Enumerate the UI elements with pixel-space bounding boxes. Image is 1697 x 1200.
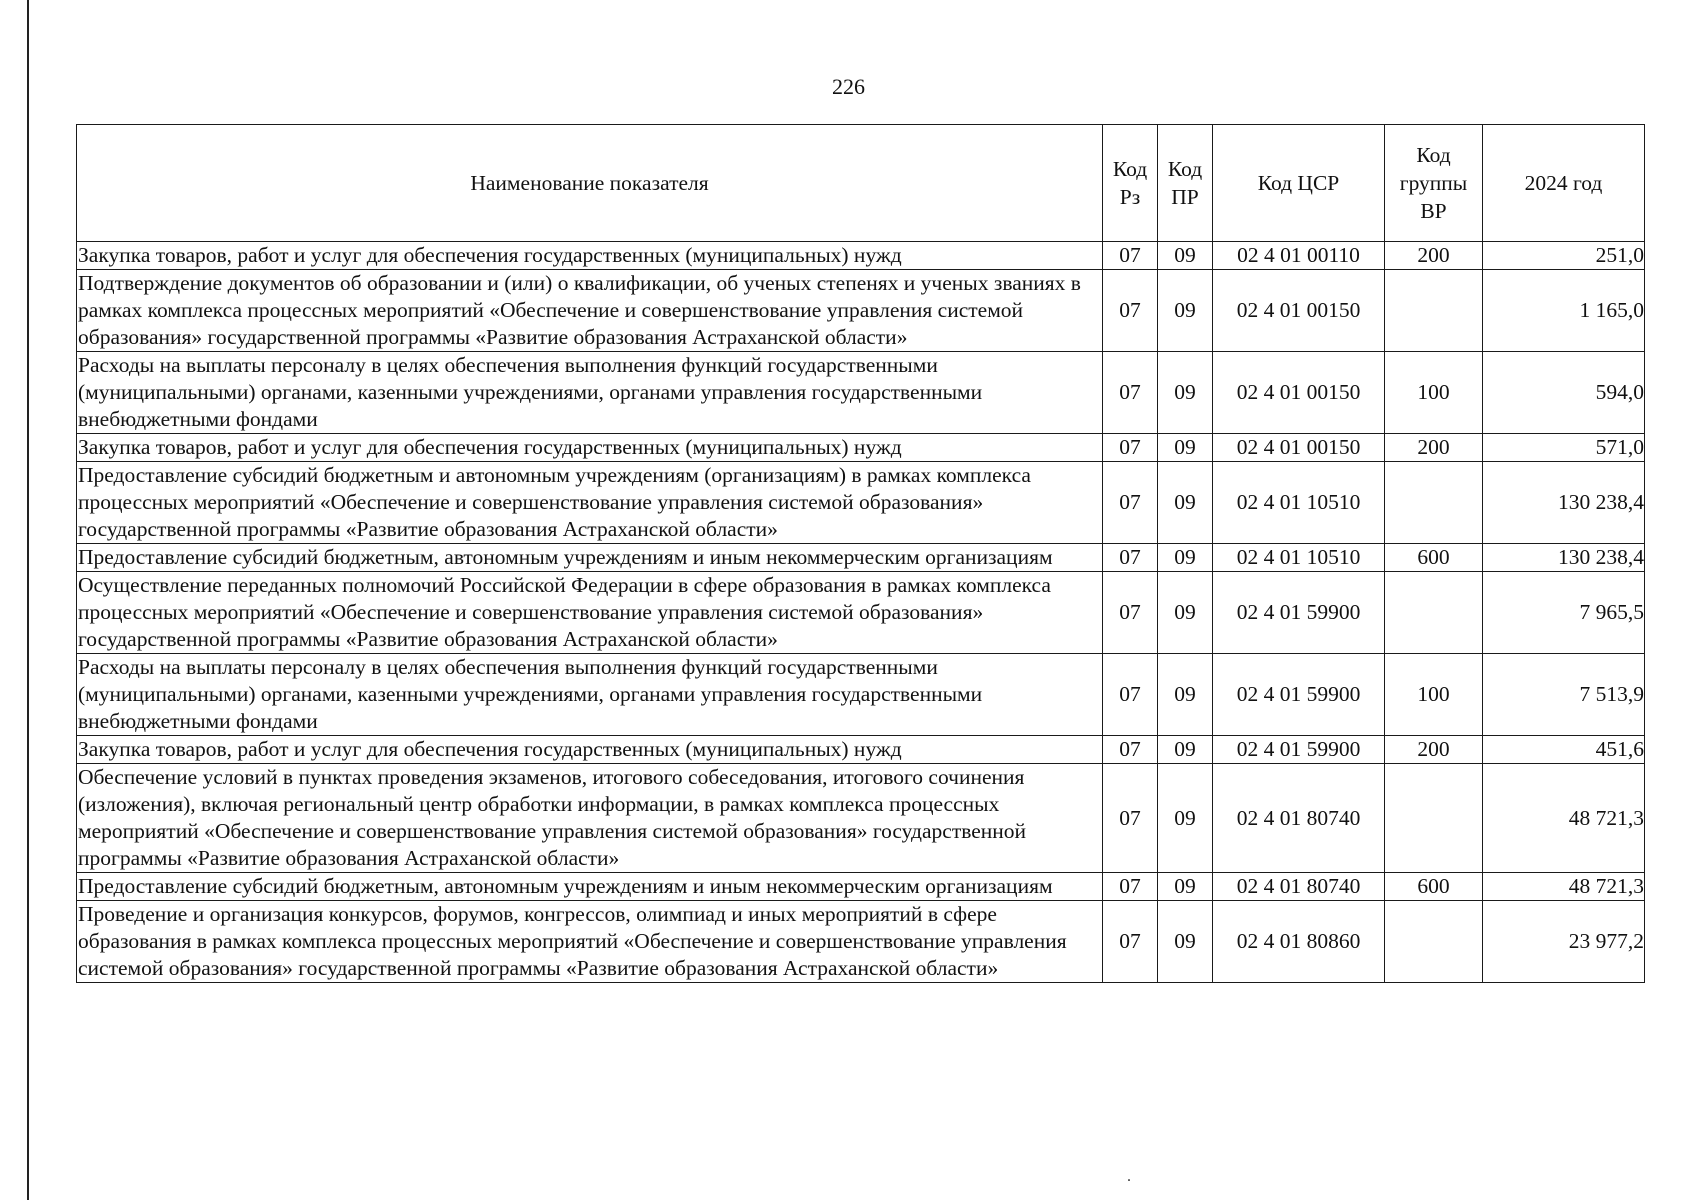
table-row [77,654,1645,736]
table-row [77,352,1645,434]
row-vr [1385,270,1483,352]
budget-table [76,124,1645,983]
table-row [77,270,1645,352]
table-header-row [77,125,1645,242]
row-csr: 02 4 01 00110 [1213,242,1385,270]
row-amount: 7 513,9 [1483,654,1645,736]
scan-speck: . [1127,1168,1131,1185]
row-csr: 02 4 01 10510 [1213,462,1385,544]
row-vr [1385,901,1483,983]
header-rz: Код Рз [1103,125,1158,242]
row-name: Осуществление переданных полномочий Российской Федерации в сфере образования в рамках комплекса процессных мероприятий «Обеспечение и совершенствование управления системой образования» государственной программы «Развитие образования Астраханской области» [77,572,1103,654]
table-row [77,736,1645,764]
row-rz: 07 [1103,434,1158,462]
row-name: Подтверждение документов об образовании и (или) о квалификации, об ученых степенях и ученых званиях в рамках комплекса процессных мероприятий «Обеспечение и совершенствование управления системой образования» государственной программы «Развитие образования Астраханской области» [77,270,1103,352]
header-year: 2024 год [1483,125,1645,242]
row-vr: 100 [1385,654,1483,736]
table-row [77,434,1645,462]
row-name: Закупка товаров, работ и услуг для обеспечения государственных (муниципальных) нужд [77,434,1103,462]
header-csr: Код ЦСР [1213,125,1385,242]
header-vr: Код группы ВР [1385,125,1483,242]
row-amount: 48 721,3 [1483,764,1645,873]
table-row [77,544,1645,572]
row-csr: 02 4 01 80740 [1213,764,1385,873]
row-pr: 09 [1158,873,1213,901]
row-pr: 09 [1158,462,1213,544]
row-pr: 09 [1158,270,1213,352]
row-rz: 07 [1103,764,1158,873]
row-vr: 600 [1385,544,1483,572]
row-pr: 09 [1158,352,1213,434]
row-vr: 200 [1385,434,1483,462]
row-csr: 02 4 01 00150 [1213,270,1385,352]
row-rz: 07 [1103,462,1158,544]
row-rz: 07 [1103,352,1158,434]
row-csr: 02 4 01 59900 [1213,572,1385,654]
row-vr [1385,764,1483,873]
row-vr [1385,462,1483,544]
table-row [77,764,1645,873]
row-amount: 23 977,2 [1483,901,1645,983]
row-rz: 07 [1103,242,1158,270]
row-amount: 130 238,4 [1483,462,1645,544]
row-csr: 02 4 01 00150 [1213,434,1385,462]
row-amount: 594,0 [1483,352,1645,434]
row-rz: 07 [1103,736,1158,764]
row-pr: 09 [1158,901,1213,983]
row-csr: 02 4 01 59900 [1213,736,1385,764]
row-pr: 09 [1158,764,1213,873]
row-csr: 02 4 01 80740 [1213,873,1385,901]
row-amount: 48 721,3 [1483,873,1645,901]
header-name: Наименование показателя [77,125,1103,242]
row-pr: 09 [1158,572,1213,654]
table-row [77,901,1645,983]
table-row [77,873,1645,901]
row-vr [1385,572,1483,654]
row-name: Расходы на выплаты персоналу в целях обеспечения выполнения функций государственными (муниципальными) органами, казенными учреждениями, органами управления государственными внебюджетными фондами [77,352,1103,434]
row-name: Закупка товаров, работ и услуг для обеспечения государственных (муниципальных) нужд [77,242,1103,270]
row-name: Предоставление субсидий бюджетным, автономным учреждениям и иным некоммерческим организациям [77,544,1103,572]
row-pr: 09 [1158,544,1213,572]
table-row [77,572,1645,654]
row-rz: 07 [1103,572,1158,654]
row-name: Расходы на выплаты персоналу в целях обеспечения выполнения функций государственными (муниципальными) органами, казенными учреждениями, органами управления государственными внебюджетными фондами [77,654,1103,736]
row-csr: 02 4 01 59900 [1213,654,1385,736]
row-name: Предоставление субсидий бюджетным и автономным учреждениям (организациям) в рамках комплекса процессных мероприятий «Обеспечение и совершенствование управления системой образования» государственной программы «Развитие образования Астраханской области» [77,462,1103,544]
row-rz: 07 [1103,873,1158,901]
row-pr: 09 [1158,434,1213,462]
row-amount: 451,6 [1483,736,1645,764]
row-pr: 09 [1158,654,1213,736]
table-row [77,242,1645,270]
row-pr: 09 [1158,736,1213,764]
row-csr: 02 4 01 00150 [1213,352,1385,434]
header-pr: Код ПР [1158,125,1213,242]
row-rz: 07 [1103,270,1158,352]
row-amount: 571,0 [1483,434,1645,462]
table-row [77,462,1645,544]
row-vr: 200 [1385,242,1483,270]
row-amount: 130 238,4 [1483,544,1645,572]
row-name: Предоставление субсидий бюджетным, автономным учреждениям и иным некоммерческим организациям [77,873,1103,901]
page-number: 226 [832,74,865,99]
row-vr: 600 [1385,873,1483,901]
row-amount: 1 165,0 [1483,270,1645,352]
row-amount: 7 965,5 [1483,572,1645,654]
row-csr: 02 4 01 10510 [1213,544,1385,572]
row-name: Обеспечение условий в пунктах проведения экзаменов, итогового собеседования, итогового сочинения (изложения), включая региональный центр обработки информации, в рамках комплекса процессных мероприятий «Обеспечение и совершенствование управления системой образования» государственной программы «Развитие образования Астраханской области» [77,764,1103,873]
row-rz: 07 [1103,901,1158,983]
row-csr: 02 4 01 80860 [1213,901,1385,983]
row-rz: 07 [1103,654,1158,736]
row-vr: 200 [1385,736,1483,764]
row-name: Закупка товаров, работ и услуг для обеспечения государственных (муниципальных) нужд [77,736,1103,764]
scan-left-edge [27,0,29,1200]
row-rz: 07 [1103,544,1158,572]
row-name: Проведение и организация конкурсов, форумов, конгрессов, олимпиад и иных мероприятий в сфере образования в рамках комплекса процессных мероприятий «Обеспечение и совершенствование управления системой образования» государственной программы «Развитие образования Астраханской области» [77,901,1103,983]
row-amount: 251,0 [1483,242,1645,270]
row-pr: 09 [1158,242,1213,270]
row-vr: 100 [1385,352,1483,434]
